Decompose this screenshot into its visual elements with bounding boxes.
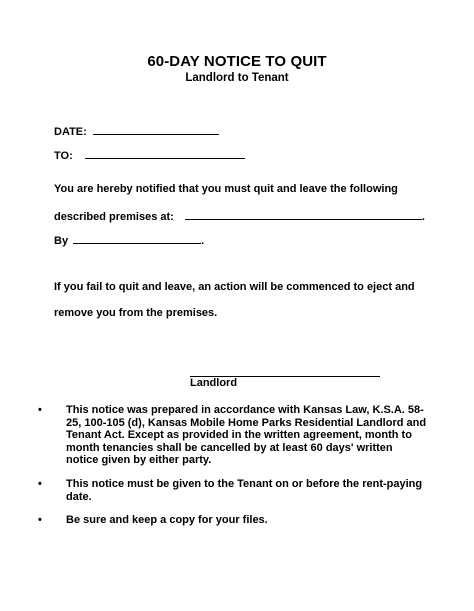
bullet-icon: • — [38, 514, 42, 527]
bullet-text: This notice must be given to the Tenant on or before the rent-paying date. — [66, 477, 423, 503]
fail-line-2: remove you from the premises. — [54, 307, 218, 319]
date-row — [54, 124, 219, 138]
document-subtitle: Landlord to Tenant — [185, 72, 289, 84]
by-period: . — [201, 235, 205, 247]
document-title: 60-DAY NOTICE TO QUIT — [147, 53, 327, 70]
list-item — [38, 478, 428, 503]
notes-list — [38, 404, 428, 527]
premises-period: . — [421, 211, 425, 223]
premises-row — [54, 209, 425, 223]
bullet-text: This notice was prepared in accordance with Kansas Law, K.S.A. 58-25, 100-105 (d), Kansas Mobile Home Parks Residential Landlord and Tenant Act. Except as provided in the written agreement, month to month tenancies shall be cancelled by at least 60 days' written notice given by either party. — [66, 404, 427, 467]
list-item — [38, 404, 428, 467]
to-blank-field[interactable] — [85, 148, 245, 159]
bullet-icon: • — [38, 477, 42, 490]
premises-blank-field[interactable] — [185, 209, 422, 220]
list-item — [38, 514, 428, 527]
by-row — [54, 233, 204, 247]
by-label: By — [54, 235, 69, 247]
premises-label: described premises at: — [54, 211, 174, 223]
to-row — [54, 148, 245, 162]
fail-line-1: If you fail to quit and leave, an action will be commenced to eject and — [54, 281, 415, 293]
landlord-signature-label: Landlord — [190, 377, 238, 389]
to-label: TO: — [54, 150, 73, 162]
notice-line-1: You are hereby notified that you must quit and leave the following — [54, 183, 398, 195]
date-blank-field[interactable] — [93, 124, 219, 135]
date-label: DATE: — [54, 126, 87, 138]
bullet-icon: • — [38, 404, 42, 416]
by-blank-field[interactable] — [73, 233, 201, 244]
bullet-text: Be sure and keep a copy for your files. — [66, 514, 268, 527]
